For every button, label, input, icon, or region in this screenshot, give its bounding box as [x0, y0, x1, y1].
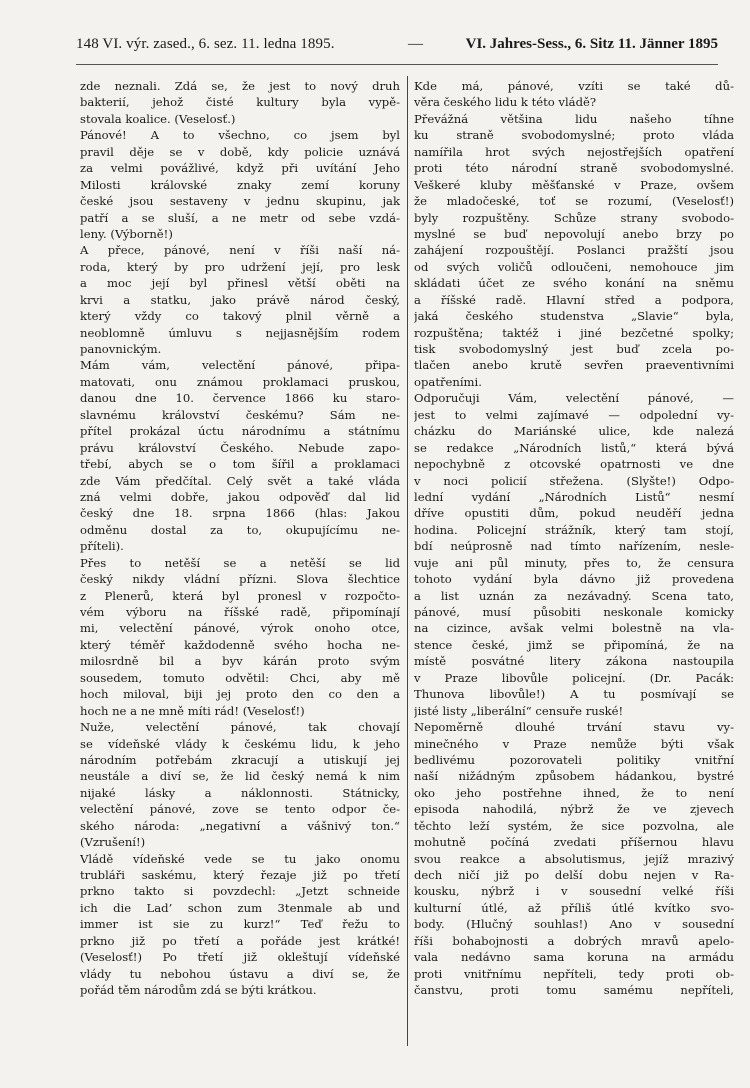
- text-line: neoblomně úmluvu s nejjasnějším rodem: [80, 325, 400, 340]
- header-session-czech: VI. výr. zased., 6. sez. 11. ledna 1895.: [102, 36, 335, 52]
- text-line: sousedem, tomuto odvětil: Chci, aby mě: [80, 670, 400, 685]
- text-line: těchto leží systém, že sice pozvolna, ale: [414, 818, 734, 833]
- text-line: myslné se buď nepovolují anebo brzy po: [414, 226, 734, 241]
- running-header: [76, 36, 718, 58]
- text-line: oko jeho postřehne ihned, že to není: [414, 785, 734, 800]
- text-line: říši bohabojnosti a dobrých mravů apelo-: [414, 933, 734, 948]
- text-line: právu království Českého. Nebude zapo-: [80, 440, 400, 455]
- text-line: pořád těm národům zdá se býti krátkou.: [80, 983, 317, 998]
- text-line: Přes to netěší se a netěší se lid: [80, 555, 400, 570]
- header-session-german: VI. Jahres-Sess., 6. Sitz 11. Jänner 1895: [465, 36, 718, 52]
- text-line: český dne 18. srpna 1866 (hlas: Jakou: [80, 506, 400, 521]
- text-line: bedlivému pozorovateli politiky vnitřní: [414, 752, 734, 767]
- text-line: hoch miloval, biji jej proto den co den a: [80, 687, 400, 702]
- text-line: episoda nahodilá, nýbrž že ve zjevech: [414, 802, 734, 817]
- text-line: se redakce „Národních listů,“ která bývá: [414, 440, 734, 455]
- text-line: jest to velmi zajímavé — odpolední vy-: [414, 407, 734, 422]
- text-line: v noci policií střežena. (Slyšte!) Odpo-: [414, 473, 734, 488]
- text-line: za velmi povážlivé, když při uvítání Jeho: [80, 161, 400, 176]
- left-column: [80, 78, 400, 999]
- text-line: zde neznali. Zdá se, že jest to nový druh: [80, 79, 400, 93]
- page-number: 148: [76, 36, 99, 52]
- text-line: příteli).: [80, 539, 124, 554]
- text-line: krvi a statku, jako právě národ český,: [80, 292, 400, 307]
- text-line: vala nedávno sama koruna na armádu: [414, 950, 734, 965]
- text-line: vlády tu nebohou ústavu a diví se, že: [80, 966, 400, 981]
- text-line: na cizince, avšak velmi bolestně na vla-: [414, 621, 734, 636]
- text-line: body. (Hlučný souhlas!) Ano v sousední: [414, 917, 734, 932]
- text-line: Pánové! A to všechno, co jsem byl: [80, 128, 400, 143]
- text-line: stovala koalice. (Veselosť.): [80, 111, 236, 126]
- text-line: bdí neúprosně nad tímto nařízením, nesle-: [414, 539, 734, 554]
- text-line: Vládě vídeňské vede se tu jako onomu: [80, 851, 400, 866]
- text-line: trubláři saskému, který řezaje již po třetí: [80, 868, 400, 882]
- text-line: tlačen anebo krutě sevřen praeventivními: [414, 358, 734, 373]
- text-line: jisté listy „liberální“ censuře ruské!: [414, 703, 624, 718]
- text-line: Thunova libovůle!) A tu posmívají se: [414, 687, 734, 702]
- text-line: tohoto vydání byla dávno již provedena: [414, 572, 734, 587]
- text-line: vuje ani půl minuty, přes to, že censura: [414, 555, 734, 570]
- text-line: pravil děje se v době, kdy policie uznává: [80, 144, 400, 159]
- text-line: nijaké lásky a náklonnosti. Státnicky,: [80, 785, 400, 800]
- text-line: velectění pánové, zove se tento odpor če-: [80, 802, 400, 817]
- text-line: (Veselosť!) Po třetí již okleštují vídeňské: [80, 950, 400, 965]
- text-line: zahájení rozpouštějí. Poslanci pražští jsou: [414, 243, 734, 258]
- text-line: Kde má, pánové, vzíti se také dů-: [414, 79, 734, 93]
- text-line: tisk svobodomyslný jest buď zcela po-: [414, 342, 734, 356]
- text-line: hoch ne a ne mně míti rád! (Veselosť!): [80, 703, 305, 718]
- text-line: rozpuštěna; taktéž i jiné bezčetné spolky;: [414, 325, 734, 340]
- text-line: milosrdně bil a byv kárán proto svým: [80, 654, 400, 669]
- text-line: od svých voličů odloučeni, nemohouce jim: [414, 259, 734, 274]
- text-line: který téměř každodenně svého hocha ne-: [80, 637, 400, 652]
- text-line: roda, který by pro udržení její, pro lesk: [80, 259, 400, 274]
- text-line: v Praze libovůle policejní. (Dr. Pacák:: [414, 670, 734, 685]
- text-line: proti vnitřnímu nepříteli, tedy proti ob-: [414, 966, 734, 981]
- text-line: se vídeňské vlády k českému lidu, k jeho: [80, 736, 400, 751]
- text-line: čanstvu, proti tomu samému nepříteli,: [414, 983, 734, 998]
- text-line: ich die Lad’ schon zum 3tenmale ab und: [80, 900, 400, 915]
- text-line: dech ničí již po delší dobu nejen v Ra-: [414, 868, 734, 882]
- header-left: [76, 36, 335, 53]
- text-line: matovati, onu známou proklamaci pruskou,: [80, 374, 400, 389]
- text-line: a list uznán za nezávadný. Scena tato,: [414, 588, 734, 603]
- text-line: zná velmi dobře, jakou odpověď dal lid: [80, 489, 400, 504]
- text-line: Převážná většina lidu našeho tíhne: [414, 111, 734, 126]
- text-line: Mám vám, velectění pánové, připa-: [80, 358, 400, 373]
- text-line: A přece, pánové, není v říši naší ná-: [80, 243, 400, 258]
- text-line: ku straně svobodomyslné; proto vláda: [414, 128, 734, 143]
- text-line: mi, velectění pánové, výrok onoho otce,: [80, 621, 400, 636]
- text-line: patří a se sluší, a ne metr od sebe vzdá-: [80, 210, 400, 225]
- text-line: český nikdy vládní přízni. Slova šlechtice: [80, 572, 400, 587]
- text-line: věra českého lidu k této vládě?: [414, 95, 597, 110]
- text-line: stence české, jimž se připomíná, že na: [414, 637, 734, 652]
- text-line: minečného v Praze nemůže býti však: [414, 736, 734, 751]
- text-line: mohutně počíná zvedati příšernou hlavu: [414, 835, 734, 850]
- text-line: namířila hrot svých nejostřejších opatření: [414, 144, 734, 159]
- text-line: přítel prokázal úctu národnímu a státnímu: [80, 424, 400, 439]
- text-line: pánové, musí působiti neskonale komicky: [414, 605, 734, 619]
- text-line: naší nižádným způsobem hádankou, bystré: [414, 769, 734, 784]
- text-line: Nuže, velectění pánové, tak chovají: [80, 720, 400, 735]
- text-line: danou dne 10. července 1866 ku staro-: [80, 391, 400, 406]
- text-line: Odporučuji Vám, velectění pánové, —: [414, 391, 734, 406]
- text-line: Nepoměrně dlouhé trvání stavu vy-: [414, 720, 734, 735]
- text-line: který vždy co takový plnil věrně a: [80, 309, 400, 324]
- right-column: [414, 78, 734, 999]
- text-line: třebí, abych se o tom šířil a proklamaci: [80, 457, 400, 472]
- text-line: z Plenerů, která byl pronesl v rozpočto-: [80, 588, 400, 603]
- text-line: hodina. Policejní strážník, který tam stojí,: [414, 522, 734, 537]
- text-line: cházku do Mariánské ulice, kde nalezá: [414, 424, 734, 439]
- text-line: odměnu dostal za to, okupujícímu ne-: [80, 522, 400, 537]
- text-line: dříve opustiti dům, pokud neuděří jedna: [414, 506, 734, 521]
- header-dash: —: [408, 36, 423, 52]
- text-line: bakterií, jehož čisté kultury byla vypě-: [80, 95, 400, 110]
- text-line: neustále a diví se, že lid český nemá k nim: [80, 769, 400, 784]
- text-line: a moc její byl přinesl větší oběti na: [80, 276, 400, 291]
- text-line: (Vzrušení!): [80, 835, 146, 850]
- text-line: lední vydání „Národních Listů“ nesmí: [414, 489, 734, 504]
- text-line: Milosti královské znaky zemí koruny: [80, 177, 400, 192]
- header-rule: [76, 64, 718, 65]
- text-line: vém výboru na říšské radě, připomínají: [80, 605, 400, 619]
- text-line: české jsou sestaveny v jednu skupinu, jak: [80, 194, 400, 209]
- text-line: leny. (Výborně!): [80, 226, 173, 241]
- text-line: opatřeními.: [414, 374, 482, 389]
- column-divider: [407, 76, 408, 1046]
- text-line: Veškeré kluby měšťanské v Praze, ovšem: [414, 177, 734, 192]
- text-line: svou reakce a absolutismus, jejíž mrazivý: [414, 851, 734, 866]
- text-line: kousku, nýbrž i v sousední velké říši: [414, 884, 734, 899]
- text-line: místě posvátné litery zákona nastoupila: [414, 654, 734, 669]
- text-line: jaká českého studenstva „Slavie“ byla,: [414, 309, 734, 324]
- text-line: prkno takto si povzdechl: „Jetzt schneide: [80, 884, 400, 899]
- text-line: zde Vám předčítal. Celý svět a také vláda: [80, 473, 400, 488]
- text-line: proti této národní straně svobodomyslné.: [414, 161, 734, 176]
- text-line: národním potřebám zkracují a utiskují jej: [80, 752, 400, 767]
- text-line: nepochybně z otcovské opatrnosti ve dne: [414, 457, 734, 472]
- text-line: prkno již po třetí a pořáde jest krátké!: [80, 933, 400, 948]
- text-line: a říšské radě. Hlavní střed a podpora,: [414, 292, 734, 307]
- text-line: panovnickým.: [80, 342, 162, 356]
- text-line: skládati účet ze svého konání na sněmu: [414, 276, 734, 291]
- text-line: immer ist sie zu kurz!“ Teď řežu to: [80, 917, 400, 932]
- text-line: kulturní útlé, až příliš útlé kvítko svo-: [414, 900, 734, 915]
- text-line: slavnému království českému? Sám ne-: [80, 407, 400, 422]
- text-line: že mladočeské, toť se rozumí, (Veselosť!): [414, 194, 734, 209]
- text-line: ského národa: „negativní a vášnivý ton.“: [80, 818, 400, 833]
- text-line: byly rozpuštěny. Schůze strany svobodo-: [414, 210, 734, 225]
